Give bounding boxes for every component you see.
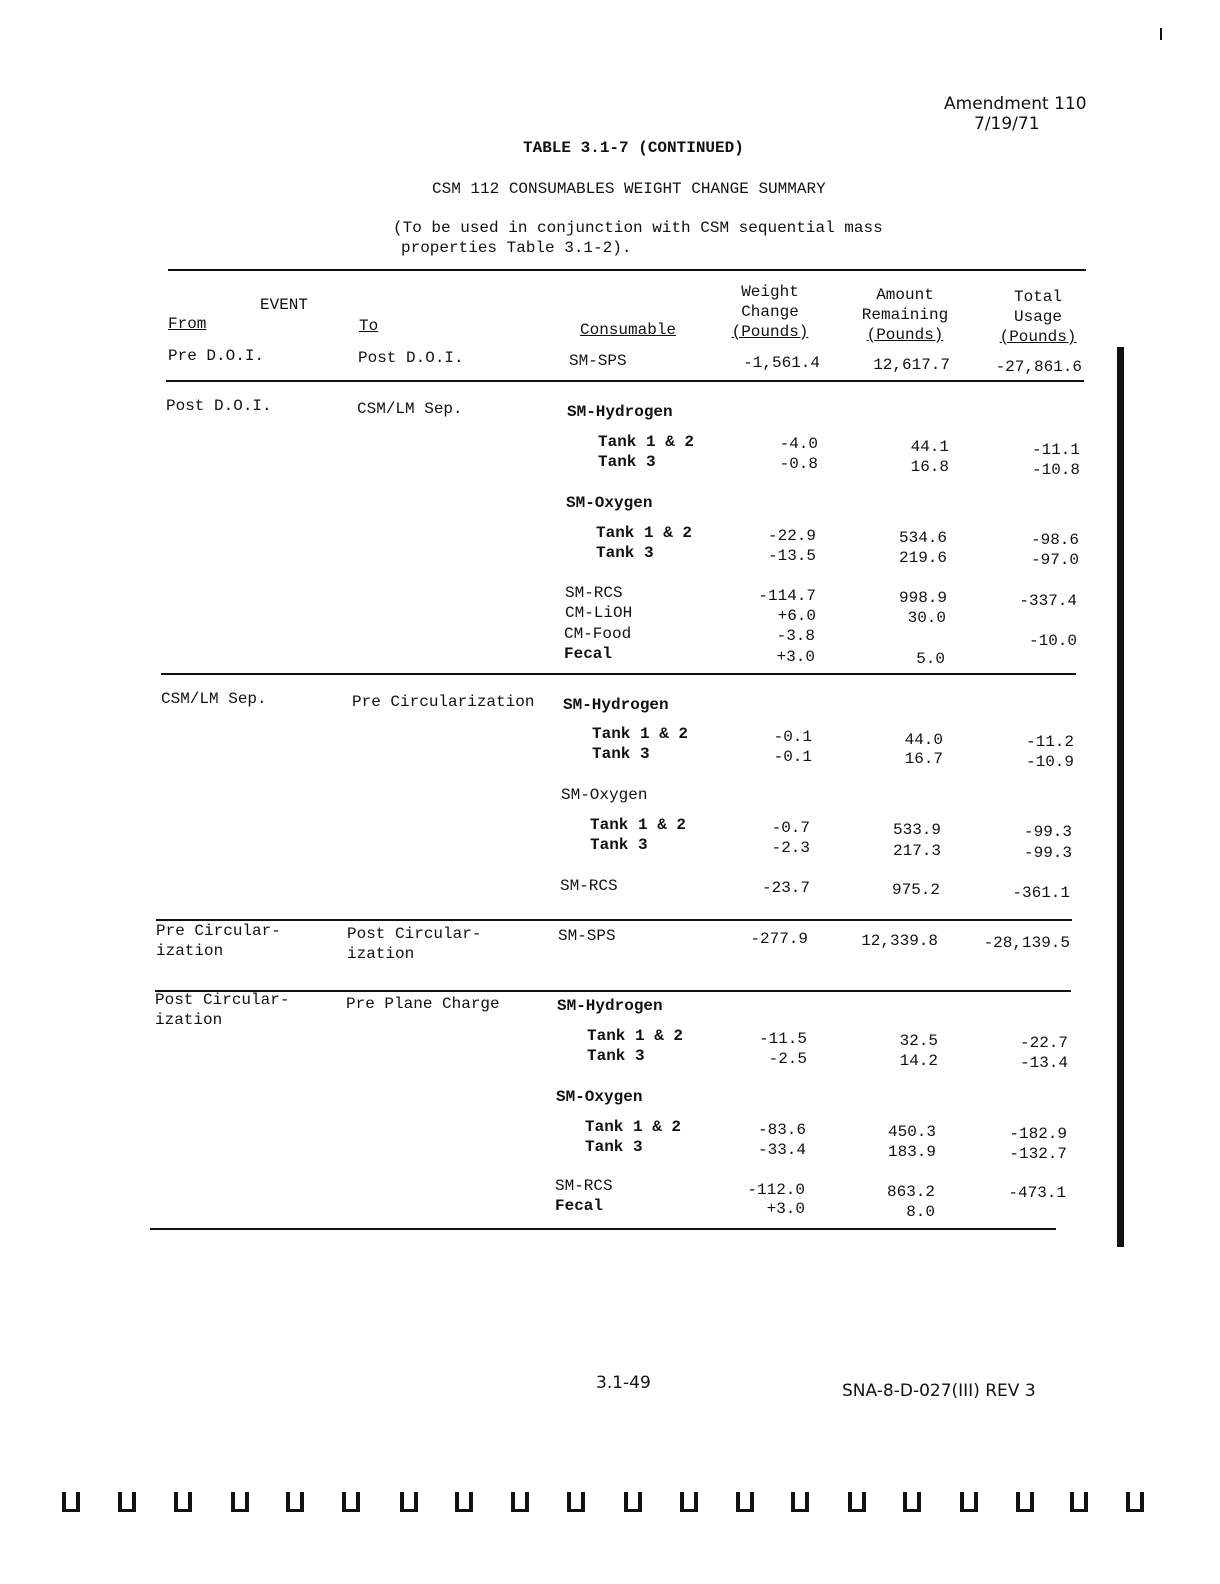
row-usage: -99.3 <box>1023 844 1072 862</box>
row-consumable: Tank 3 <box>590 836 648 854</box>
row-to: ization <box>347 945 415 963</box>
binder-mark <box>736 1492 754 1512</box>
row-change: -1,561.4 <box>743 354 820 372</box>
col-amount-1: Amount <box>876 286 934 304</box>
row-change: +6.0 <box>777 607 816 625</box>
row-remaining: 533.9 <box>892 821 941 839</box>
binder-mark <box>286 1492 304 1512</box>
row-consumable: Fecal <box>555 1197 604 1215</box>
row-change: -0.8 <box>779 455 818 473</box>
row-usage: -10.8 <box>1031 461 1080 479</box>
row-change: -22.9 <box>767 527 816 545</box>
row-usage: -98.6 <box>1030 531 1079 549</box>
binder-mark <box>1016 1492 1034 1512</box>
row-usage: -99.3 <box>1023 823 1072 841</box>
row-consumable: CM-Food <box>564 625 632 643</box>
binder-mark <box>680 1492 698 1512</box>
row-usage: -473.1 <box>1008 1184 1066 1202</box>
amendment-label: Amendment 110 <box>944 94 1087 114</box>
row-remaining: 12,339.8 <box>861 932 938 950</box>
binder-mark <box>231 1492 249 1512</box>
binder-mark <box>342 1492 360 1512</box>
row-consumable: Fecal <box>564 645 613 663</box>
row-to: CSM/LM Sep. <box>357 400 463 418</box>
binder-mark <box>400 1492 418 1512</box>
section-rule <box>155 990 1071 992</box>
table-title: CSM 112 CONSUMABLES WEIGHT CHANGE SUMMARY <box>432 180 826 198</box>
row-change: -112.0 <box>747 1181 805 1199</box>
row-remaining: 998.9 <box>898 589 947 607</box>
row-from: Post Circular- <box>155 991 290 1009</box>
row-consumable: Tank 1 & 2 <box>585 1118 682 1136</box>
row-from: CSM/LM Sep. <box>161 690 267 708</box>
row-consumable: SM-SPS <box>558 927 616 945</box>
row-usage: -182.9 <box>1009 1125 1067 1143</box>
row-usage: -11.1 <box>1031 441 1080 459</box>
row-remaining: 5.0 <box>916 650 945 668</box>
top-rule <box>168 269 1086 271</box>
row-change: -11.5 <box>758 1030 807 1048</box>
row-consumable: SM-Hydrogen <box>563 696 669 714</box>
row-change: -114.7 <box>758 587 816 605</box>
binder-mark <box>903 1492 921 1512</box>
row-to: Pre Plane Charge <box>346 995 500 1013</box>
row-usage: -10.0 <box>1028 632 1077 650</box>
row-consumable: Tank 1 & 2 <box>590 816 687 834</box>
row-from: Pre Circular- <box>156 922 281 940</box>
revision-change-bar <box>1117 347 1124 1247</box>
row-change: -0.1 <box>773 748 812 766</box>
row-consumable: Tank 3 <box>592 745 650 763</box>
row-remaining: 12,617.7 <box>873 356 950 374</box>
row-consumable: SM-SPS <box>569 352 627 370</box>
row-consumable: CM-LiOH <box>565 604 633 622</box>
binder-mark <box>455 1492 473 1512</box>
binder-mark <box>848 1492 866 1512</box>
binder-marks <box>50 1492 1160 1522</box>
section-rule <box>166 380 1084 382</box>
row-change: -2.3 <box>771 839 810 857</box>
row-to: Pre Circularization <box>352 693 535 711</box>
col-weight-1: Weight <box>741 283 799 301</box>
row-usage: -28,139.5 <box>983 934 1070 952</box>
row-remaining: 30.0 <box>907 609 946 627</box>
row-consumable: Tank 3 <box>585 1138 643 1156</box>
row-usage: -132.7 <box>1009 1145 1067 1163</box>
row-usage: -22.7 <box>1019 1034 1068 1052</box>
col-from: From <box>168 315 207 333</box>
row-remaining: 863.2 <box>886 1183 935 1201</box>
col-amount-2: Remaining <box>861 306 949 324</box>
row-to: Post D.O.I. <box>358 349 464 367</box>
row-usage: -13.4 <box>1019 1054 1068 1072</box>
row-change: -2.5 <box>768 1050 807 1068</box>
row-consumable: SM-Oxygen <box>566 494 653 512</box>
row-change: +3.0 <box>776 648 815 666</box>
row-to: Post Circular- <box>347 925 482 943</box>
row-remaining: 16.8 <box>910 458 949 476</box>
row-change: -277.9 <box>750 930 808 948</box>
corner-mark <box>1160 28 1162 40</box>
row-usage: -10.9 <box>1025 753 1074 771</box>
section-rule <box>156 919 1072 921</box>
col-to: To <box>359 317 379 335</box>
row-consumable: Tank 1 & 2 <box>592 725 689 743</box>
binder-mark <box>567 1492 585 1512</box>
row-usage: -11.2 <box>1025 733 1074 751</box>
row-change: -0.7 <box>771 819 810 837</box>
col-consumable: Consumable <box>580 321 677 339</box>
row-usage: -337.4 <box>1019 592 1077 610</box>
document-id: SNA-8-D-027(III) REV 3 <box>842 1381 1036 1401</box>
row-remaining: 44.0 <box>904 731 943 749</box>
row-change: -0.1 <box>773 728 812 746</box>
row-consumable: Tank 3 <box>596 544 654 562</box>
row-change: -83.6 <box>757 1121 806 1139</box>
row-usage: -27,861.6 <box>995 358 1082 376</box>
row-consumable: SM-Oxygen <box>556 1088 643 1106</box>
row-change: -23.7 <box>761 879 810 897</box>
section-rule <box>161 673 1076 675</box>
row-remaining: 975.2 <box>891 881 940 899</box>
row-consumable: SM-Oxygen <box>561 786 648 804</box>
binder-mark <box>960 1492 978 1512</box>
row-change: +3.0 <box>766 1200 805 1218</box>
row-consumable: SM-Hydrogen <box>567 403 673 421</box>
row-remaining: 8.0 <box>906 1203 935 1221</box>
row-from: Post D.O.I. <box>166 397 272 415</box>
row-consumable: Tank 3 <box>587 1047 645 1065</box>
row-consumable: SM-RCS <box>560 877 618 895</box>
table-id: TABLE 3.1-7 (CONTINUED) <box>523 139 744 157</box>
row-remaining: 219.6 <box>898 549 947 567</box>
binder-mark <box>624 1492 642 1512</box>
binder-mark <box>62 1492 80 1512</box>
row-usage: -97.0 <box>1030 551 1079 569</box>
row-consumable: Tank 1 & 2 <box>587 1027 684 1045</box>
binder-mark <box>1126 1492 1144 1512</box>
col-usage-2: Usage <box>1013 308 1062 326</box>
row-remaining: 450.3 <box>887 1123 936 1141</box>
row-remaining: 32.5 <box>899 1032 938 1050</box>
col-usage-1: Total <box>1013 288 1062 306</box>
binder-mark <box>511 1492 529 1512</box>
col-usage-3: (Pounds) <box>999 328 1077 346</box>
row-consumable: Tank 1 & 2 <box>598 433 695 451</box>
table-note-line1: (To be used in conjunction with CSM sequential mass <box>393 219 883 237</box>
row-change: -13.5 <box>767 547 816 565</box>
bottom-rule <box>150 1228 1056 1230</box>
row-change: -4.0 <box>779 435 818 453</box>
row-from: ization <box>156 942 224 960</box>
row-remaining: 534.6 <box>898 529 947 547</box>
row-from: Pre D.O.I. <box>168 347 265 365</box>
col-amount-3: (Pounds) <box>866 326 944 344</box>
binder-mark <box>1070 1492 1088 1512</box>
amendment-date: 7/19/71 <box>974 114 1040 134</box>
row-remaining: 44.1 <box>910 438 949 456</box>
binder-mark <box>791 1492 809 1512</box>
row-remaining: 16.7 <box>904 750 943 768</box>
binder-mark <box>174 1492 192 1512</box>
row-remaining: 183.9 <box>887 1143 936 1161</box>
col-weight-3: (Pounds) <box>731 323 809 341</box>
table-note-line2: properties Table 3.1-2). <box>401 239 632 257</box>
row-change: -33.4 <box>757 1141 806 1159</box>
col-weight-2: Change <box>741 303 799 321</box>
row-remaining: 217.3 <box>892 842 941 860</box>
col-event: EVENT <box>260 296 309 314</box>
row-consumable: SM-RCS <box>555 1177 613 1195</box>
row-usage: -361.1 <box>1012 884 1070 902</box>
row-remaining: 14.2 <box>899 1052 938 1070</box>
row-consumable: Tank 3 <box>598 453 656 471</box>
row-consumable: SM-Hydrogen <box>557 997 663 1015</box>
page-number: 3.1-49 <box>596 1373 651 1393</box>
row-change: -3.8 <box>776 627 815 645</box>
row-consumable: Tank 1 & 2 <box>596 524 693 542</box>
binder-mark <box>118 1492 136 1512</box>
row-from: ization <box>155 1011 223 1029</box>
row-consumable: SM-RCS <box>565 584 623 602</box>
